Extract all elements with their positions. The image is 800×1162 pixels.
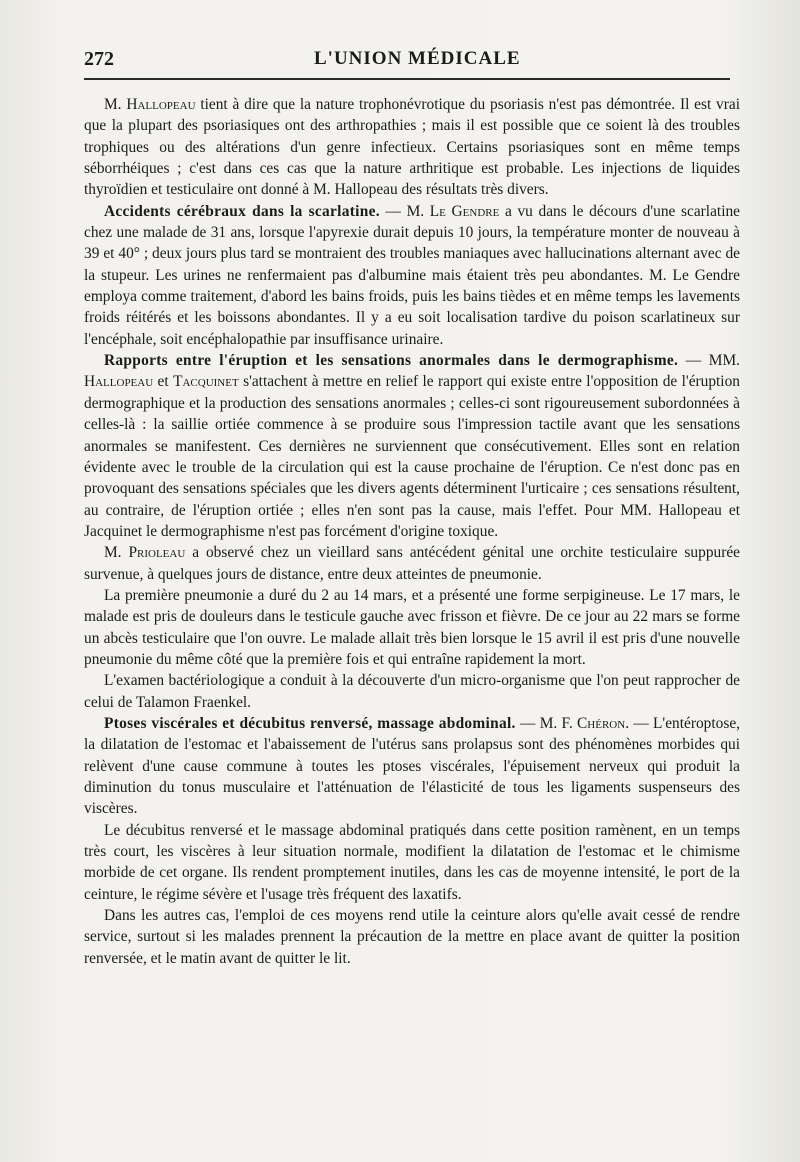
paragraph: [84, 713, 740, 820]
author-name: Le Gendre: [429, 202, 500, 220]
page-number: 272: [84, 48, 114, 70]
paragraph-text: — M. F.: [515, 714, 578, 732]
paragraph-text: s'attachent à mettre en relief le rapport qui existe entre l'opposition de l'éruption dermographique et la production des sensations anormales ; celles-ci sont rigoureusement subordonnées à celles-là : la saillie ortiée commence à se produire sous l'impression tactile avant que les sensations anormales se manifestent. Ces dernières ne surviennent que consécutivement. Elles sont en relation évidente avec le trouble de la circulation qui est la cause prochaine de l'éruption. Ce n'est donc pas en provoquant des sensations spéciales que les divers agents déterminent l'urticaire ; ces sensations résultent, au contraire, de l'éruption ortiée ; elles n'en sont pas la cause, mais l'effet. Pour MM. Hallopeau et Jacquinet le dermographisme n'est pas forcément d'origine toxique.: [84, 373, 740, 540]
author-name: Hallopeau: [84, 373, 154, 391]
paragraph-text: — M.: [379, 202, 430, 220]
paragraph-text: . — L'entéroptose, la dilatation de l'estomac et l'abaissement de l'utérus sans prolapsus sont des phénomènes morbides qui relèvent d'une cause commune à toutes les ptoses viscérales, l'épuisement nerveux qui produit la diminution du tonus musculaire et l'atténuation de l'élasticité de tous les ligaments suspenseurs des viscères.: [84, 714, 740, 818]
paragraph-text: a vu dans le décours d'une scarlatine chez une malade de 31 ans, lorsque l'apyrexie durait depuis 10 jours, la température monter de nouveau à 39 et 40° ; deux jours plus tard se montraient des troubles maniaques avec hallucinations alternant avec de la stupeur. Les urines ne renfermaient pas d'albumine mais étaient très peu abondantes. M. Le Gendre employa comme traitement, d'abord les bains froids, puis les bains tièdes et en même temps les lavements froids réitérés et les boissons abondantes. Il y a eu soit localisation tardive du poison scarlatineux sur l'encéphale, soit encéphalopathie par insuffisance urinaire.: [84, 202, 740, 348]
section-heading: Ptoses viscérales et décubitus renversé, massage abdominal.: [104, 714, 516, 732]
author-name: Prioleau: [128, 544, 186, 562]
paragraph-text: L'examen bactériologique a conduit à la découverte d'un micro-organisme que l'on peut rapprocher de celui de Talamon Fraenkel.: [84, 672, 740, 711]
paragraph-text: M.: [104, 96, 127, 113]
paragraph-text: Dans les autres cas, l'emploi de ces moyens rend utile la ceinture alors qu'elle avait cessé de rendre service, surtout si les malades prennent la précaution de la mettre en place avant de quitter la position renversée, et le matin avant de quitter le lit.: [84, 907, 740, 967]
paragraph-text: La première pneumonie a duré du 2 au 14 mars, et a présenté une forme serpigineuse. Le 17 mars, le malade est pris de douleurs dans le testicule gauche avec frisson et fièvre. De ce jour au 22 mars se forme un abcès testiculaire que l'on ouvre. Le malade allait très bien lorsque le 15 avril il est pris d'une nouvelle pneumonie du même côté que la première fois et qui entraîne rapidement la mort.: [84, 586, 740, 668]
page-header: [84, 44, 734, 74]
section-heading: Accidents cérébraux dans la scarlatine.: [104, 202, 380, 220]
journal-title: L'UNION MÉDICALE: [314, 48, 521, 69]
paragraph: [84, 201, 740, 350]
author-name: Tacquinet: [173, 373, 239, 391]
paragraph-text: M.: [104, 544, 129, 562]
paragraph: [84, 820, 740, 905]
paragraph-text: a observé chez un vieillard sans antécédent génital une orchite testiculaire suppurée survenue, à quelques jours de distance, entre deux atteintes de pneumonie.: [84, 544, 740, 583]
paragraph-text: — MM.: [678, 352, 740, 370]
paragraph: [84, 542, 740, 585]
paragraph-text: Le décubitus renversé et le massage abdominal pratiqués dans cette position ramènent, en un temps très court, les viscères à leur situation normale, modifient la dilatation de l'estomac et le chimisme morbide de cet organe. Ils rendent promptement inutiles, dans les cas de moyenne intensité, le port de la ceinture, le régime sévère et l'usage très fréquent des laxatifs.: [84, 821, 740, 903]
paragraph: [84, 350, 740, 542]
author-name: Hallopeau: [126, 96, 196, 113]
paragraph: [84, 670, 740, 713]
section-heading: Rapports entre l'éruption et les sensations anormales dans le dermographisme.: [104, 352, 679, 370]
header-rule: [84, 78, 730, 80]
author-name: Chéron: [577, 714, 626, 732]
paragraph-text: et: [153, 373, 174, 391]
article-body: [84, 94, 740, 969]
paragraph: [84, 585, 740, 670]
paragraph-text: tient à dire que la nature trophonévrotique du psoriasis n'est pas démontrée. Il est vrai que la plupart des psoriasiques ont des arthropathies ; mais il est possible que ce soient là des troubles trophiques ou des altérations d'un genre infectieux. Certains psoriasiques sont en même temps séborrhéiques ; c'est dans ces cas que la nature arthritique est probable. Les injections de liquides thyroïdien et testiculaire ont donné à M. Hallopeau des résultats très divers.: [84, 96, 740, 199]
paragraph: [84, 94, 740, 201]
paragraph: [84, 905, 740, 969]
